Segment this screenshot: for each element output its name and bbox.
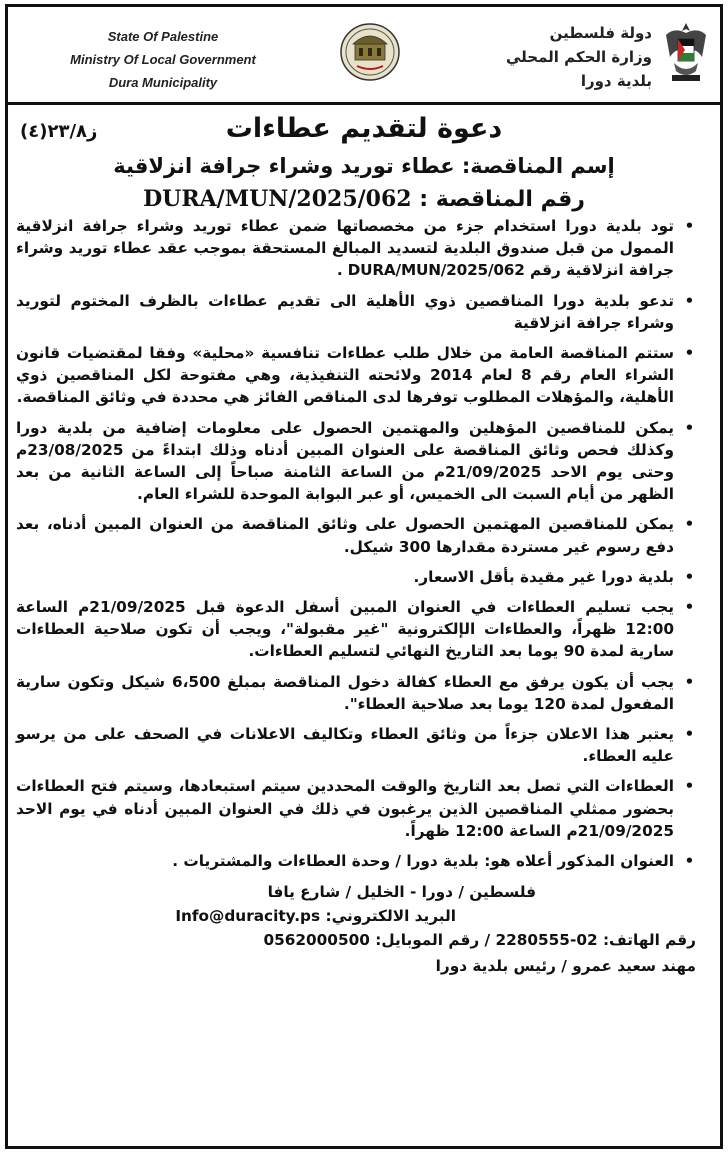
mobile-label: رقم الموبايل: <box>375 931 480 950</box>
tender-name: إسم المناقصة: عطاء توريد وشراء جرافة انزلاقية <box>113 154 615 178</box>
ministry-name-ar: وزارة الحكم المحلي <box>505 48 652 66</box>
letterhead-english <box>38 25 288 94</box>
list-item: • يمكن للمناقصين المهتمين الحصول على وثائق المناقصة من العنوان المبين أدناه، بعد دفع رسوم غير مستردة مقدارها 300 شيكل. <box>16 515 694 556</box>
mobile-number: 0562000500 <box>263 931 370 950</box>
bullet-icon: • <box>684 725 694 744</box>
title-row <box>8 105 720 149</box>
list-item: • بلدية دورا غير مقيدة بأقل الاسعار. <box>16 566 696 588</box>
tender-number-label: رقم المناقصة : <box>419 187 585 212</box>
bullet-icon: • <box>684 291 694 310</box>
phone-label: رقم الهاتف: <box>602 931 696 950</box>
list-item: • يعتبر هذا الاعلان جزءاً من وثائق العطاء وتكاليف الاعلانات في الصحف على من يرسو عليه العطاء. <box>16 725 694 766</box>
dura-municipality-seal-icon <box>339 22 401 82</box>
list-item: • العطاءات التي تصل بعد التاريخ والوقت المحددين سيتم استبعادها، وسيتم فتح العطاءات بحضور ممثلي المناقصين الذين يرغبون في ذلك في العنوان المبين أدناه في يوم الاحد 21/09/2025م الساعة 12:00 ظهراً. <box>16 777 694 840</box>
terms-list <box>16 215 696 872</box>
bullet-icon: • <box>684 418 694 437</box>
tender-announcement <box>5 4 723 1149</box>
bullet-icon: • <box>684 672 694 691</box>
signature: مهند سعيد عمرو / رئيس بلدية دورا <box>435 957 696 976</box>
bullet-icon: • <box>684 777 694 796</box>
list-item: • يمكن للمناقصين المؤهلين والمهتمين الحصول على معلومات إضافية من بلدية دورا وكذلك فحص وثائق المناقصة على العنوان المبين أدناه وذلك ابتداءً من 23/08/2025م وحتى يوم الاحد 21/09/2025م من الساعة الثامنة صباحاً إلى الساعة الثانية من بعد الظهر من أيام السبت الى الخميس، أو عبر البوابة الموحدة للشراء العام. <box>16 418 694 504</box>
announcement-body <box>8 215 720 978</box>
municipality-name-en: Dura Municipality <box>108 75 218 90</box>
email-label: البريد الالكتروني: <box>325 907 456 926</box>
reference-number: ز٢٣/٨(٤) <box>20 121 98 142</box>
palestine-eagle-emblem-icon <box>660 17 712 89</box>
bullet-icon: • <box>684 567 694 586</box>
letterhead-arabic <box>482 21 652 93</box>
address-location: فلسطين / دورا - الخليل / شارع يافا <box>267 883 536 902</box>
state-name-ar: دولة فلسطين <box>549 24 652 42</box>
phone-number: 02-2280555 <box>495 931 598 950</box>
tender-number: DURA/MUN/2025/062 <box>143 186 412 212</box>
bullet-icon: • <box>684 515 694 534</box>
list-item: • تدعو بلدية دورا المناقصين ذوي الأهلية الى تقديم عطاءات بالظرف المختوم لتوريد وشراء جرافة انزلاقية <box>16 291 694 332</box>
list-item: • يجب أن يكون يرفق مع العطاء كفالة دخول المناقصة بمبلغ 6،500 شيكل وتكون سارية المفعول لمدة 120 يوما بعد صلاحية العطاء". <box>16 672 694 713</box>
municipality-name-ar: بلدية دورا <box>580 72 652 90</box>
contact-block <box>16 880 696 978</box>
bullet-icon: • <box>684 598 694 617</box>
email-line <box>16 904 696 928</box>
phone-line: رقم الهاتف: 02-2280555 / رقم الموبايل: 0562000500 <box>263 931 696 950</box>
list-item: • ستتم المناقصة العامة من خلال طلب عطاءات تنافسية «محلية» وفقا لمقتضيات قانون الشراء العام رقم 8 لعام 2014 ولائحته التنفيذية، وهي مفتوحة لكل المناقصين ذوي الأهلية، والمؤهلات المطلوب توفرها لدى المناقص الفائز هي محددة في وثائق المناقصة. <box>16 344 694 407</box>
state-name-en: State Of Palestine <box>107 29 219 44</box>
ministry-name-en: Ministry Of Local Government <box>70 52 256 67</box>
page-title: دعوة لتقديم عطاءات <box>225 113 503 144</box>
bullet-icon: • <box>684 344 694 363</box>
list-item: • يجب تسليم العطاءات في العنوان المبين أسفل الدعوة قبل 21/09/2025م الساعة 12:00 ظهراً، والعطاءات الإلكترونية "غير مقبولة"، ويجب أن تكون صلاحية العطاءات سارية لمدة 90 يوما بعد التاريخ النهائي لتسليم العطاءات. <box>16 598 694 661</box>
list-item: • العنوان المذكور أعلاه هو: بلدية دورا / وحدة العطاءات والمشتريات . <box>16 850 696 872</box>
letterhead <box>8 7 720 105</box>
tender-number-line <box>8 183 720 215</box>
email-link[interactable]: Info@duracity.ps <box>175 907 321 926</box>
bullet-icon: • <box>684 852 694 871</box>
bullet-icon: • <box>684 217 694 235</box>
list-item: • تود بلدية دورا استخدام جزء من مخصصاتها ضمن عطاء توريد وشراء جرافة انزلاقية الممول من قبل صندوق البلدية لتسديد المبالغ المستحقة بموجب عقد عطاء توريد وشراء جرافة انزلاقية رقم DURA/MUN/2025/062 . <box>16 217 694 280</box>
